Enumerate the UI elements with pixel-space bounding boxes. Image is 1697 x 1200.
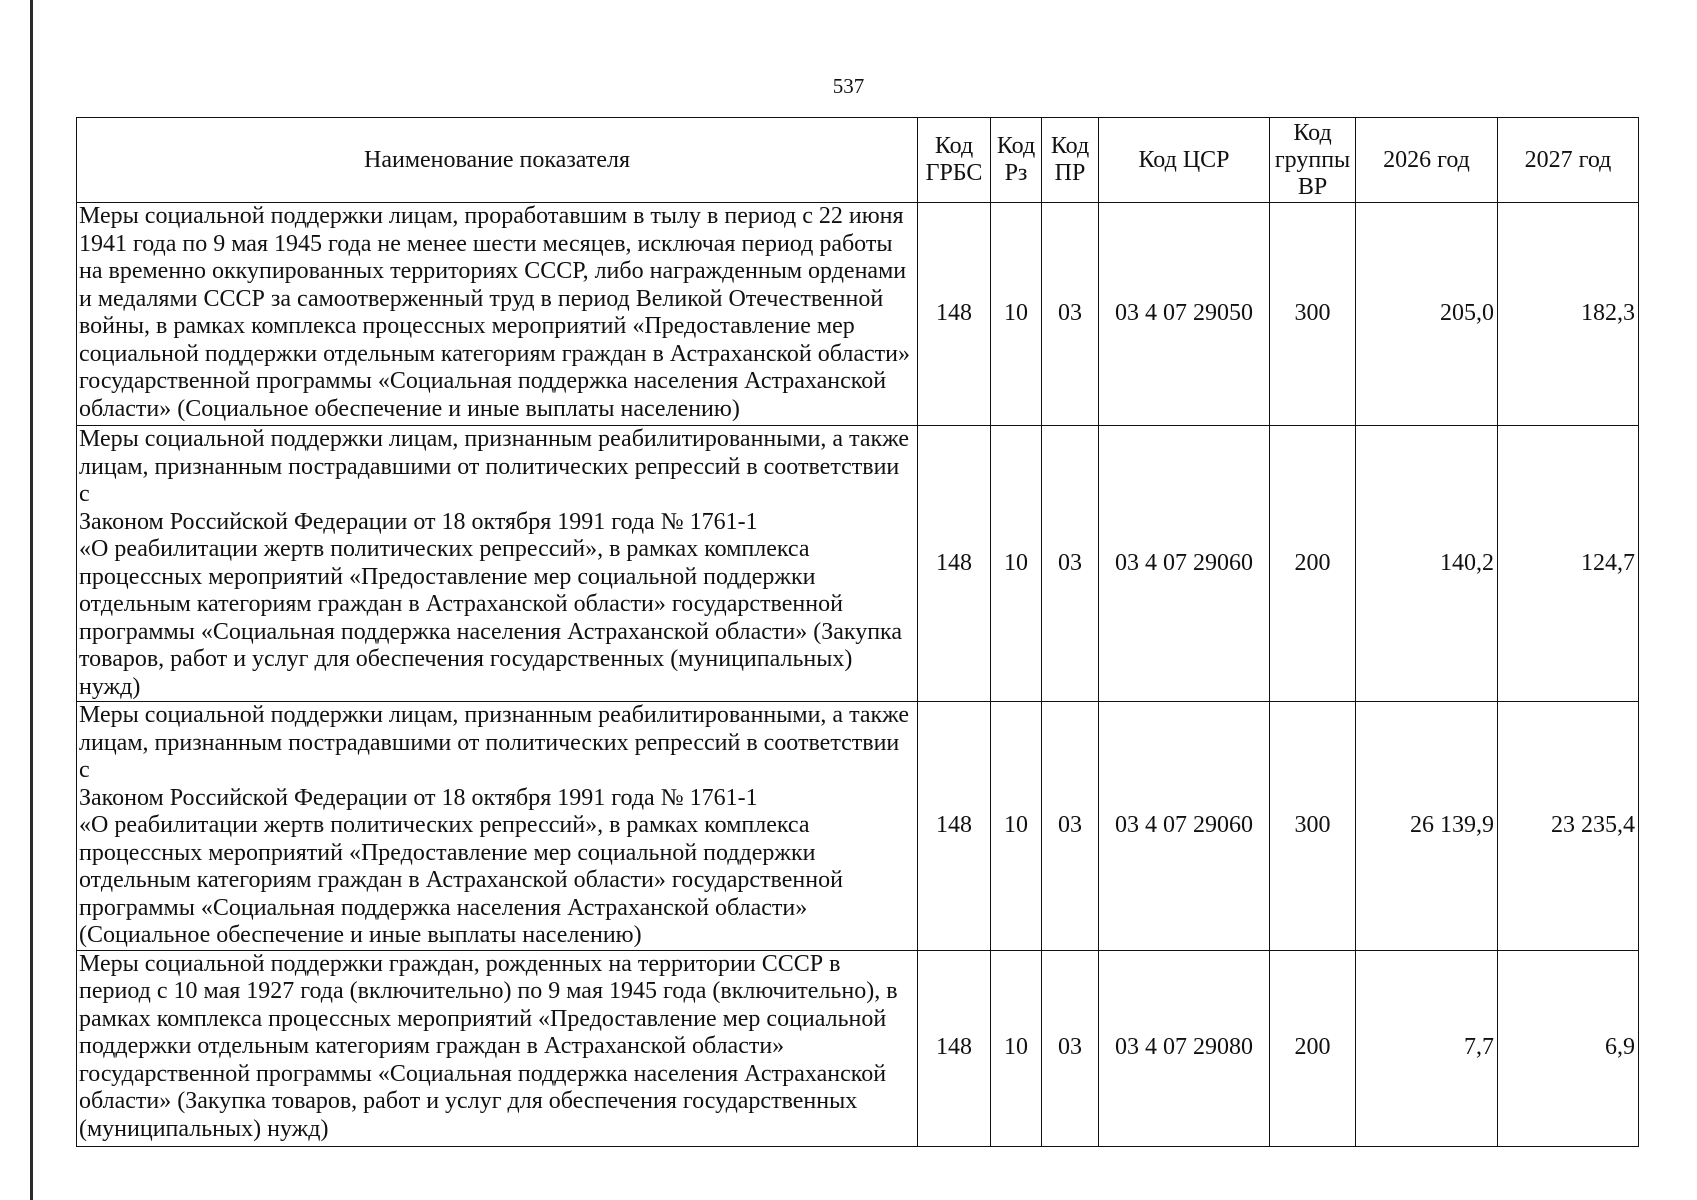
vr-code-cell: 200 xyxy=(1270,950,1356,1146)
indicator-name-line: области» (Социальное обеспечение и иные выплаты населению) xyxy=(79,395,740,422)
indicator-name-line: Законом Российской Федерации от 18 октября 1991 года № 1761-1 xyxy=(79,784,758,811)
indicator-name-line: социальной поддержки отдельным категориям граждан в Астраханской области» xyxy=(79,340,910,367)
binding-margin-line xyxy=(30,0,33,1200)
indicator-name-line: Меры социальной поддержки лицам, признанным реабилитированными, а также xyxy=(79,426,910,452)
header-grbs xyxy=(918,118,991,203)
indicator-name-line: рамках комплекса процессных мероприятий «Предоставление мер социальной xyxy=(79,1005,887,1032)
indicator-name-line: лицам, признанным пострадавшими от политических репрессий в соответствии с xyxy=(79,729,900,783)
amount-2026-cell: 205,0 xyxy=(1356,203,1498,426)
table-row xyxy=(77,203,1639,426)
indicator-name-line: войны, в рамках комплекса процессных мероприятий «Предоставление мер xyxy=(79,313,855,339)
header-vr-line: ВР xyxy=(1297,173,1328,200)
csr-code-cell: 03 4 07 29060 xyxy=(1099,426,1270,702)
amount-2027-cell: 6,9 xyxy=(1498,950,1639,1146)
header-grbs-line: ГРБС xyxy=(925,160,983,186)
indicator-name-line: процессных мероприятий «Предоставление мер социальной поддержки xyxy=(79,563,816,590)
amount-2027-cell: 23 235,4 xyxy=(1498,702,1639,951)
indicator-name-line: области» (Закупка товаров, работ и услуг для обеспечения государственных xyxy=(79,1088,858,1114)
table-row xyxy=(77,426,1639,702)
indicator-name-cell xyxy=(77,426,918,702)
rz-code-cell: 10 xyxy=(991,426,1042,702)
header-vr xyxy=(1270,118,1356,203)
indicator-name-line: на временно оккупированных территориях СССР, либо награжденным орденами xyxy=(79,258,907,284)
indicator-name-line: процессных мероприятий «Предоставление мер социальной поддержки xyxy=(79,839,816,866)
table-row xyxy=(77,702,1639,951)
rz-code-cell: 10 xyxy=(991,203,1042,426)
table-header-row xyxy=(77,118,1639,203)
amount-2027-cell: 182,3 xyxy=(1498,203,1639,426)
rz-code-cell: 10 xyxy=(991,950,1042,1146)
indicator-name-cell xyxy=(77,203,918,426)
vr-code-cell: 200 xyxy=(1270,426,1356,702)
indicator-name-line: «О реабилитации жертв политических репрессий», в рамках комплекса xyxy=(79,812,810,838)
pr-code-cell: 03 xyxy=(1042,702,1099,951)
amount-2026-cell: 140,2 xyxy=(1356,426,1498,702)
indicator-name-line: нужд) xyxy=(79,673,141,700)
header-vr-line: группы xyxy=(1274,146,1351,173)
header-2027: 2027 год xyxy=(1498,118,1639,203)
grbs-code-cell: 148 xyxy=(918,426,991,702)
indicator-name-line: отдельным категориям граждан в Астраханской области» государственной xyxy=(79,867,843,893)
header-pr xyxy=(1042,118,1099,203)
indicator-name-line: товаров, работ и услуг для обеспечения государственных (муниципальных) xyxy=(79,646,853,672)
indicator-name-line: программы «Социальная поддержка населения Астраханской области» (Закупка xyxy=(79,618,903,645)
csr-code-cell: 03 4 07 29060 xyxy=(1099,702,1270,951)
header-pr-line: ПР xyxy=(1054,160,1086,186)
header-name: Наименование показателя xyxy=(77,118,918,203)
pr-code-cell: 03 xyxy=(1042,950,1099,1146)
header-rz xyxy=(991,118,1042,203)
amount-2027-cell: 124,7 xyxy=(1498,426,1639,702)
indicator-name-line: период с 10 мая 1927 года (включительно) по 9 мая 1945 года (включительно), в xyxy=(79,978,898,1004)
indicator-name-cell xyxy=(77,702,918,951)
indicator-name-line: «О реабилитации жертв политических репрессий», в рамках комплекса xyxy=(79,536,810,562)
vr-code-cell: 300 xyxy=(1270,702,1356,951)
amount-2026-cell: 7,7 xyxy=(1356,950,1498,1146)
indicator-name-line: Меры социальной поддержки лицам, проработавшим в тылу в период с 22 июня xyxy=(79,203,904,229)
header-vr-line: Код xyxy=(1293,119,1332,146)
header-rz-line: Код xyxy=(996,133,1036,159)
header-rz-line: Рз xyxy=(1004,160,1028,186)
indicator-name-line: лицам, признанным пострадавшими от политических репрессий в соответствии с xyxy=(79,453,900,507)
indicator-name-line: Законом Российской Федерации от 18 октября 1991 года № 1761-1 xyxy=(79,508,758,535)
indicator-name-line: Меры социальной поддержки граждан, рожденных на территории СССР в xyxy=(79,950,841,977)
indicator-name-cell xyxy=(77,950,918,1146)
grbs-code-cell: 148 xyxy=(918,702,991,951)
pr-code-cell: 03 xyxy=(1042,426,1099,702)
indicator-name-line: (муниципальных) нужд) xyxy=(79,1115,329,1142)
rz-code-cell: 10 xyxy=(991,702,1042,951)
indicator-name-line: государственной программы «Социальная поддержка населения Астраханской xyxy=(79,1060,887,1087)
indicator-name-line: программы «Социальная поддержка населения Астраханской области» xyxy=(79,894,808,921)
header-grbs-line: Код xyxy=(934,133,974,159)
csr-code-cell: 03 4 07 29080 xyxy=(1099,950,1270,1146)
grbs-code-cell: 148 xyxy=(918,950,991,1146)
pr-code-cell: 03 xyxy=(1042,203,1099,426)
indicator-name-line: 1941 года по 9 мая 1945 года не менее шести месяцев, исключая период работы xyxy=(79,230,893,257)
grbs-code-cell: 148 xyxy=(918,203,991,426)
amount-2026-cell: 26 139,9 xyxy=(1356,702,1498,951)
header-2026: 2026 год xyxy=(1356,118,1498,203)
header-pr-line: Код xyxy=(1050,133,1090,159)
indicator-name-line: отдельным категориям граждан в Астраханской области» государственной xyxy=(79,591,843,617)
vr-code-cell: 300 xyxy=(1270,203,1356,426)
indicator-name-line: Меры социальной поддержки лицам, признанным реабилитированными, а также xyxy=(79,702,910,728)
csr-code-cell: 03 4 07 29050 xyxy=(1099,203,1270,426)
header-csr: Код ЦСР xyxy=(1099,118,1270,203)
page-number: 537 xyxy=(832,74,865,98)
indicator-name-line: и медалями СССР за самоотверженный труд в период Великой Отечественной xyxy=(79,285,884,312)
indicator-name-line: поддержки отдельным категориям граждан в Астраханской области» xyxy=(79,1033,785,1059)
table-row xyxy=(77,950,1639,1146)
budget-table xyxy=(76,117,1639,1147)
indicator-name-line: государственной программы «Социальная поддержка населения Астраханской xyxy=(79,368,887,394)
indicator-name-line: (Социальное обеспечение и иные выплаты населению) xyxy=(79,922,642,948)
